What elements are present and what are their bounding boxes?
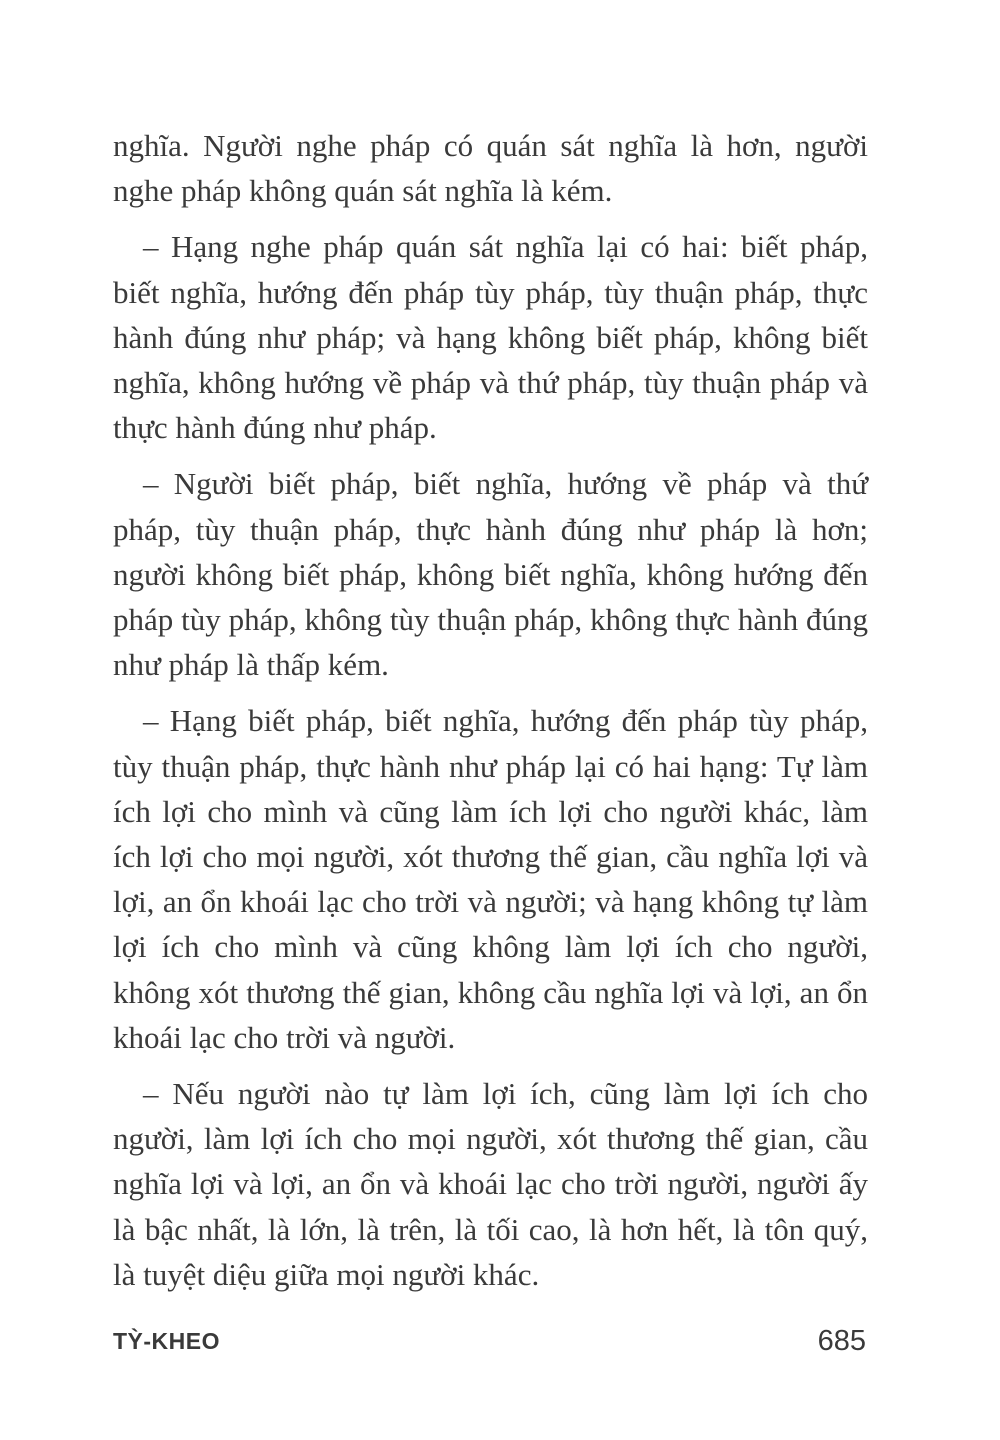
paragraph-3: – Người biết pháp, biết nghĩa, hướng về pháp và thứ pháp, tùy thuận pháp, thực hành đúng như pháp là hơn; người không biết pháp, không biết nghĩa, không hướng đến pháp tùy pháp, không tùy thuận pháp, không thực hành đúng như pháp là thấp kém. — [113, 466, 868, 683]
running-footer-title: TỲ-KHEO — [113, 1328, 220, 1354]
paragraph-1: nghĩa. Người nghe pháp có quán sát nghĩa là hơn, người nghe pháp không quán sát nghĩa là kém. — [113, 128, 868, 209]
page-number: 685 — [817, 1325, 866, 1357]
body-text — [113, 123, 868, 1308]
paragraph-2: – Hạng nghe pháp quán sát nghĩa lại có hai: biết pháp, biết nghĩa, hướng đến pháp tùy pháp, tùy thuận pháp, thực hành đúng như pháp; và hạng không biết pháp, không biết nghĩa, không hướng về pháp và thứ pháp, tùy thuận pháp và thực hành đúng như pháp. — [113, 229, 868, 446]
paragraph-5: – Nếu người nào tự làm lợi ích, cũng làm lợi ích cho người, làm lợi ích cho mọi người, xót thương thế gian, cầu nghĩa lợi và lợi, an ổn và khoái lạc cho trời người, người ấy là bậc nhất, là lớn, là trên, là tối cao, là hơn hết, là tôn quý, là tuyệt diệu giữa mọi người khác. — [113, 1076, 868, 1292]
paragraph-4: – Hạng biết pháp, biết nghĩa, hướng đến pháp tùy pháp, tùy thuận pháp, thực hành như pháp lại có hai hạng: Tự làm ích lợi cho mình và cũng làm ích lợi cho người khác, làm ích lợi cho mọi người, xót thương thế gian, cầu nghĩa lợi và lợi, an ổn khoái lạc cho trời và người; và hạng không tự làm lợi ích cho mình và cũng không làm lợi ích cho người, không xót thương thế gian, không cầu nghĩa lợi và lợi, an ổn khoái lạc cho trời và người. — [113, 703, 868, 1055]
